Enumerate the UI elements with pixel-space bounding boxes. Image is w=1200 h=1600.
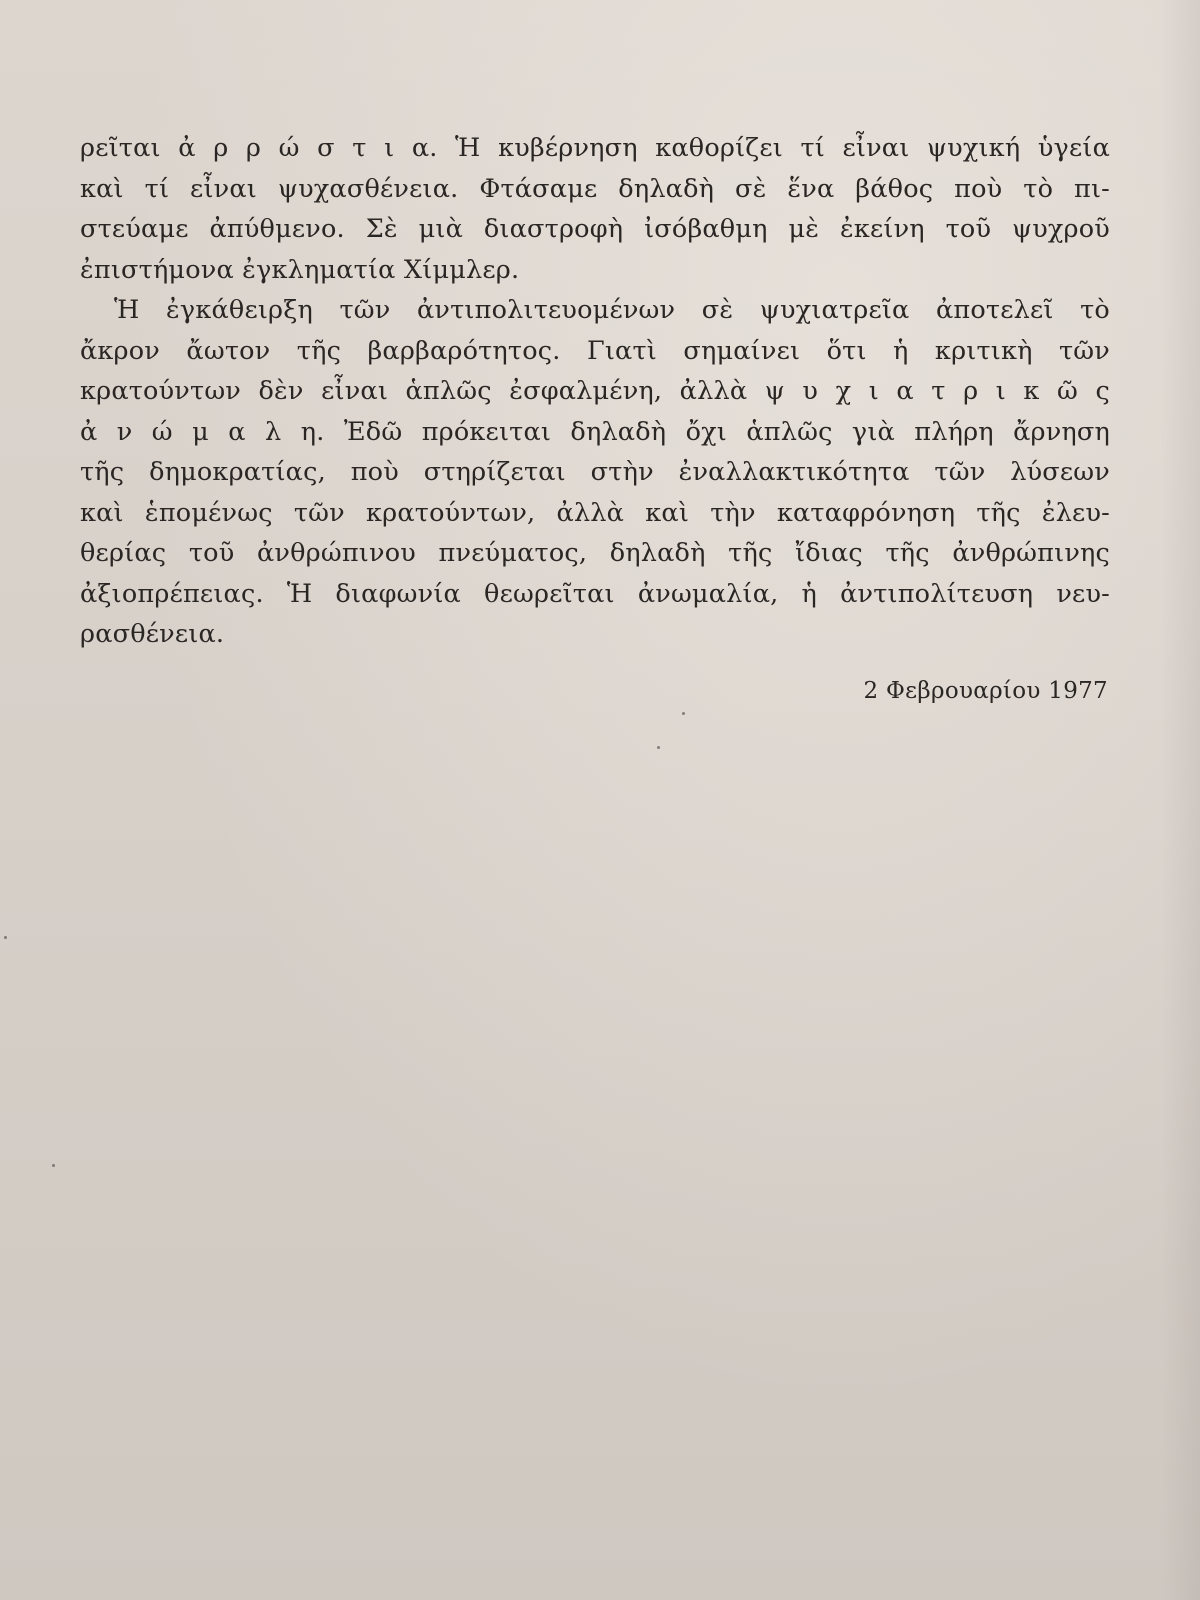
dateline: 2 Φεβρουαρίου 1977 (863, 678, 1108, 704)
text-line: κρατούντων δὲν εἶναι ἁπλῶς ἐσφαλμένη, ἀλλὰ ψ υ χ ι α τ ρ ι κ ῶ ς (80, 376, 1110, 406)
paper-speck (657, 746, 660, 749)
text-line: ἄκρον ἄωτον τῆς βαρβαρότητος. Γιατὶ σημαίνει ὅτι ἡ κριτικὴ τῶν (80, 335, 1110, 366)
text-line: Ἡ ἐγκάθειρξη τῶν ἀντιπολιτευομένων σὲ ψυχιατρεῖα ἀποτελεῖ τὸ (114, 295, 1110, 325)
text-line: καὶ ἑπομένως τῶν κρατούντων, ἀλλὰ καὶ τὴν καταφρόνηση τῆς ἐλευ- (80, 497, 1110, 528)
text-line: τῆς δημοκρατίας, ποὺ στηρίζεται στὴν ἐναλλακτικότητα τῶν λύσεων (80, 457, 1110, 487)
paper-speck (52, 1164, 55, 1167)
paper-speck (4, 936, 7, 939)
text-line: ἀ ν ώ μ α λ η. Ἐδῶ πρόκειται δηλαδὴ ὄχι ἁπλῶς γιὰ πλήρη ἄρνηση (80, 416, 1110, 447)
text-line: θερίας τοῦ ἀνθρώπινου πνεύματος, δηλαδὴ τῆς ἴδιας τῆς ἀνθρώπινης (80, 538, 1110, 568)
text-line: στεύαμε ἀπύθμενο. Σὲ μιὰ διαστροφὴ ἰσόβαθμη μὲ ἐκείνη τοῦ ψυχροῦ (80, 214, 1110, 244)
text-line: ἐπιστήμονα ἐγκληματία Χίμμλερ. (80, 254, 520, 285)
page-edge-shadow (1160, 0, 1200, 1600)
text-line: ἀξιοπρέπειας. Ἡ διαφωνία θεωρεῖται ἀνωμαλία, ἡ ἀντιπολίτευση νευ- (80, 578, 1110, 609)
text-line: καὶ τί εἶναι ψυχασθένεια. Φτάσαμε δηλαδὴ σὲ ἕνα βάθος ποὺ τὸ πι- (80, 173, 1110, 204)
body-text (80, 128, 1110, 655)
text-line: ρεῖται ἀ ρ ρ ώ σ τ ι α. Ἡ κυβέρνηση καθορίζει τί εἶναι ψυχική ὑγεία (80, 133, 1110, 163)
paper-speck (682, 712, 685, 715)
text-line: ρασθένεια. (80, 619, 225, 649)
